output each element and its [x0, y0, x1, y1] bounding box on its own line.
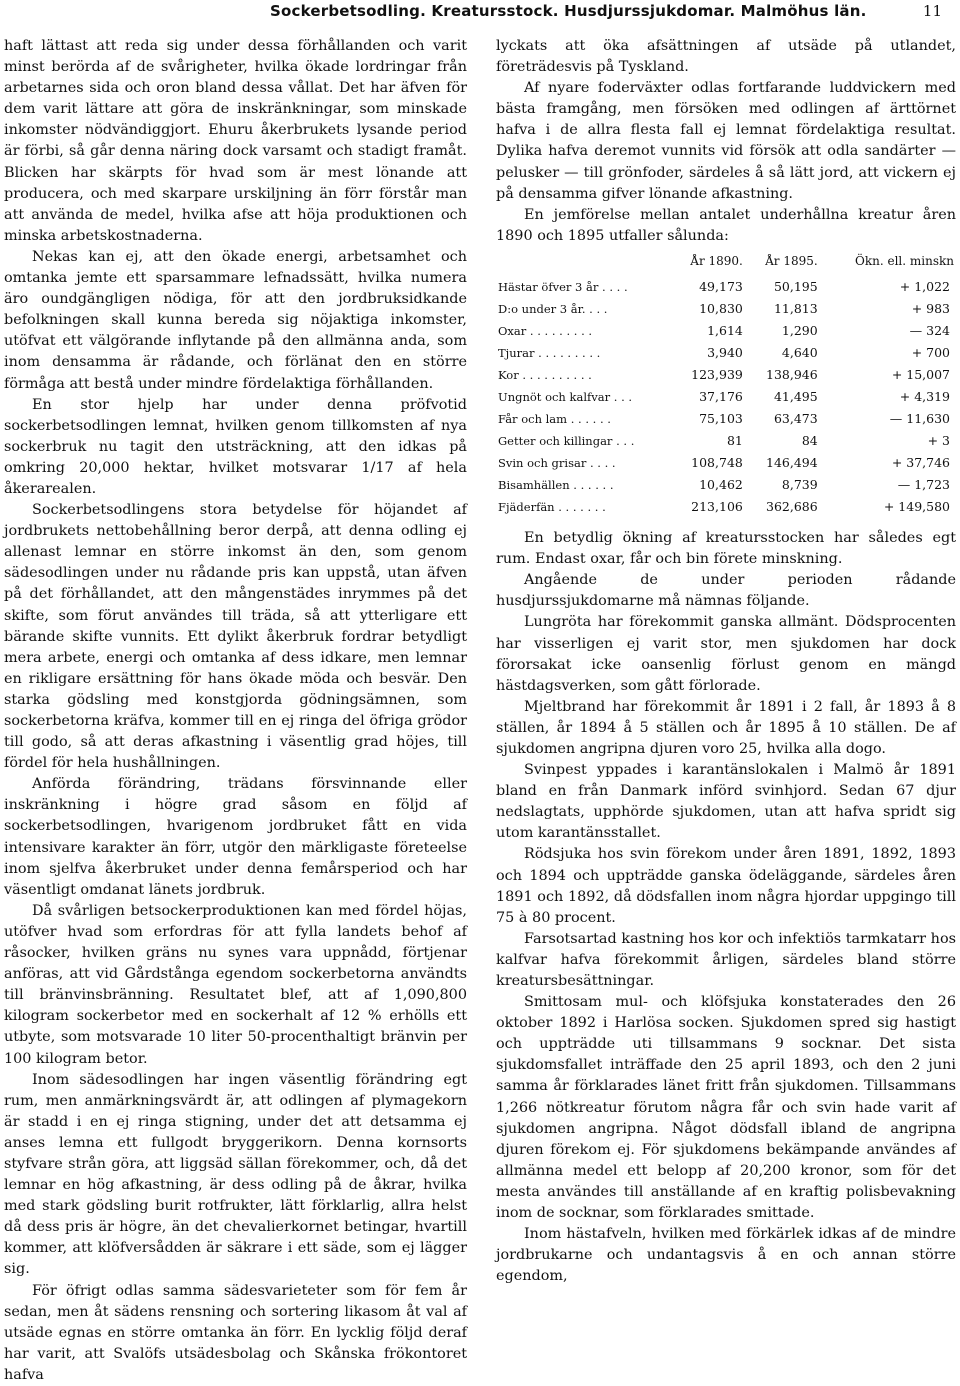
- right-column: [496, 36, 956, 1287]
- value-change: + 3: [927, 433, 950, 449]
- table-row: [496, 298, 956, 320]
- value-1890: 49,173: [699, 279, 743, 295]
- value-change: + 149,580: [883, 499, 950, 515]
- page-number: 11: [922, 2, 942, 20]
- value-1895: 11,813: [773, 301, 818, 317]
- row-label: Hästar öfver 3 år . . . .: [498, 280, 628, 295]
- row-label: Oxar . . . . . . . . .: [498, 324, 593, 339]
- value-change: + 37,746: [891, 455, 950, 471]
- value-1895: 63,473: [773, 411, 818, 427]
- value-1890: 213,106: [691, 499, 743, 515]
- value-1890: 75,103: [699, 411, 743, 427]
- livestock-table: [496, 251, 956, 518]
- table-header-row: [496, 251, 956, 276]
- paragraph: Mjeltbrand har förekommit år 1891 i 2 fall, år 1893 å 8 ställen, år 1894 å 5 ställen och år 1895 å 10 ställen. De af sjukdomen angripna djuren voro 25, hvilka alla dogo.: [496, 698, 956, 757]
- table-row: [496, 276, 956, 298]
- paragraph: Inom hästafveln, hvilken med förkärlek idkas af de mindre jordbrukarne och undantagsvis å en och annan större egendom,: [496, 1226, 956, 1285]
- row-label: Tjurar . . . . . . . . .: [498, 346, 601, 361]
- value-1895: 146,494: [766, 455, 818, 471]
- value-1895: 1,290: [781, 323, 818, 339]
- paragraph: lyckats att öka afsättningen af utsäde på utlandet, företrädesvis på Tyskland.: [496, 38, 956, 76]
- value-1895: 4,640: [781, 345, 818, 361]
- table-row: [496, 320, 956, 342]
- paragraph: En betydlig ökning af kreatursstocken har således egt rum. Endast oxar, får och bin förete minskning.: [496, 530, 956, 568]
- value-1890: 37,176: [699, 389, 743, 405]
- value-change: — 324: [909, 323, 950, 339]
- row-label: Fjäderfän . . . . . . .: [498, 500, 606, 515]
- value-1890: 10,462: [699, 477, 743, 493]
- value-change: + 983: [911, 301, 950, 317]
- value-1890: 10,830: [699, 301, 743, 317]
- paragraph: haft lättast att reda sig under dessa förhållanden och varit minst berörda af de svårigheter, hvilka ökade lordringar från arbetarnes sida och oron bland dessa vållat. Det har äfven för dem varit lättare att göra de inskränkningar, som minskade inkomster nödvändiggjort. Ehuru åkerbrukets lysande period är förbi, så går denna näring dock varsamt och stadigt framåt. Blicken har skärpts för hvad som är mest lönande att producera, och med skarpare urskiljning än förr förstår man att använda de medel, hvilka afse att höja produktionen och minska arbetskostnaderna.: [4, 38, 467, 244]
- value-1895: 362,686: [766, 499, 818, 515]
- paragraph: Angående de under perioden rådande husdjurssjukdomarne må nämnas följande.: [496, 572, 956, 610]
- table-row: [496, 452, 956, 474]
- paragraph: Inom sädesodlingen har ingen väsentlig förändring egt rum, men anmärkningsvärdt är, att odlingen af plymagekorn är stadd i en ej ringa stigning, under det att detsamma ej anses lemna ett fullgodt bryggerikorn. Denna kornsorts styfvare strån göra, att liggsäd sällan förekommer, och, då det lemnar en hög afkastning, är dess odling på de åkrar, hvilka med stark gödsling burit rotfrukter, lätt förklarlig, allra helst då dess pris är högre, än det chevalierkornet betingar, hvartill kommer, att klöfversådden är säkrare i ett säde, som ej lägger sig.: [4, 1071, 467, 1278]
- value-1895: 138,946: [766, 367, 818, 383]
- page-header: [0, 2, 960, 24]
- paragraph: Lungröta har förekommit ganska allmänt. Dödsprocenten har visserligen ej varit stor, men sjukdomen har dock förorsakat icke oansenlig förlust genom en mängd hästdagsverken, som gått förlorade.: [496, 614, 956, 694]
- value-change: — 11,630: [889, 411, 950, 427]
- table-row: [496, 496, 956, 518]
- row-label: Får och lam . . . . . .: [498, 412, 611, 427]
- table-row: [496, 364, 956, 386]
- table-row: [496, 474, 956, 496]
- paragraph: Farsotsartad kastning hos kor och infektiös tarmkatarr hos kalfvar hafva förekommit årligen, särdeles bland större kreatursbesättningar.: [496, 930, 956, 989]
- column-header: År 1895.: [765, 253, 818, 268]
- row-label: Getter och killingar . . .: [498, 434, 635, 449]
- column-header: År 1890.: [690, 253, 743, 268]
- paragraph: Sockerbetsodlingens stora betydelse för höjandet af jordbrukets nettobehållning beror derpå, att denna odling ej allenast lemnar en större inkomst än den, som genom sädesodlingen under nu rådande pris kan uppstå, utan äfven på det förhållandet, att den mångenstädes inrymmes på det skifte, som förut användes till träda, så att ytterligare ett bärande skifte vunnits. Ett dylikt åkerbruk fordrar betydligt mera arbete, energi och omtanka af dess idkare, men lemnar en rikligare ersättning för hans ökade möda och besvär. Den starka gödsling med konstgjorda gödningsämnen, som sockerbetorna kräfva, kommer till en ej ringa del öfriga grödor till godo, så att deras afkastning i väsentlig grad höjes, till fördel för hela hushållningen.: [4, 502, 467, 772]
- paragraph: En jemförelse mellan antalet underhållna kreatur åren 1890 och 1895 utfaller sålunda:: [496, 206, 956, 244]
- paragraph: Anförda förändring, trädans försvinnande eller inskränkning i högre grad såsom en följd af sockerbetsodlingen, hvarigenom jordbruket fått en vida intensivare karakter än förr, utgör den märkligaste företeelse inom sjelfva åkerbruket under denna femårsperiod och har väsentligt omdanat länets jordbruk.: [4, 776, 467, 898]
- row-label: Bisamhällen . . . . . .: [498, 478, 614, 493]
- value-1895: 50,195: [773, 279, 818, 295]
- row-label: Ungnöt och kalfvar . . .: [498, 390, 633, 405]
- value-1895: 8,739: [781, 477, 818, 493]
- value-1890: 123,939: [691, 367, 743, 383]
- paragraph: En stor hjelp har under denna pröfvotid sockerbetsodlingen lemnat, hvilken genom tillkomsten af nya sockerbruk nu tagit den utsträckning, att den idkas på omkring 20,000 hektar, hvilket motsvarar 1/17 af hela åkerarealen.: [4, 396, 467, 497]
- row-label: D:o under 3 år. . . .: [498, 302, 608, 317]
- table-row: [496, 430, 956, 452]
- paragraph: Svinpest yppades i karantänslokalen i Malmö år 1891 bland en från Danmark införd svinhjord. Sedan 67 djur nedslagtats, upphörde sjukdomen, utan att hafva spridt sig utom karantänsstallet.: [496, 762, 956, 842]
- value-change: — 1,723: [897, 477, 950, 493]
- paragraph: För öfrigt odlas samma sädesvarieteter som för fem år sedan, men åt sädens rensning och sortering likasom åt val af utsäde egnas en större omtanka än förr. En lycklig följd deraf har varit, att Svalöfs utsädesbolag och Skånska frökontoret hafva: [4, 1282, 467, 1383]
- value-1890: 108,748: [691, 455, 743, 471]
- table-row: [496, 342, 956, 364]
- left-column: [4, 36, 467, 1386]
- row-label: Kor . . . . . . . . . .: [498, 368, 592, 383]
- paragraph: Af nyare foderväxter odlas fortfarande luddvickern med bästa framgång, men försöken med odlingen af ärttörnet hafva i de allra flesta fall ej lemnat fördelaktiga resultat. Dylika hafva deremot vunnits vid försök att odla sandärter — pelusker — till grönfoder, särdeles å så lätt jord, att vickern ej på densamma gifver lönande afkastning.: [496, 80, 956, 202]
- table-row: [496, 408, 956, 430]
- column-header: Ökn. ell. minskn: [855, 253, 954, 268]
- running-title: Sockerbetsodling. Kreatursstock. Husdjurssjukdomar. Malmöhus län.: [270, 2, 867, 20]
- paragraph: Smittosam mul- och klöfsjuka konstaterades den 26 oktober 1892 i Harlösa socken. Sjukdomen spred sig hastigt och uppträdde uti tillsammans 9 socknar. Det sista sjukdomsfallet inträffade den 25 april 1893, och den 2 juni samma år förklarades länet fritt från sjukdomen. Tillsammans 1,266 nötkreatur förutom några får och svin hade varit af sjukdomen angripna. Något dödsfall ibland de angripna djuren förekom ej. För sjukdomens bekämpande användes af allmänna medel ett belopp af 20,200 kronor, som för det mesta användes till anställande af en kraftig polisbevakning inom de socknar, som förklarades smittade.: [496, 994, 956, 1222]
- row-label: Svin och grisar . . . .: [498, 456, 616, 471]
- value-1890: 81: [726, 433, 743, 449]
- value-change: + 1,022: [899, 279, 950, 295]
- value-change: + 700: [911, 345, 950, 361]
- table-row: [496, 386, 956, 408]
- value-change: + 15,007: [891, 367, 950, 383]
- value-1890: 3,940: [707, 345, 743, 361]
- value-change: + 4,319: [899, 389, 950, 405]
- value-1895: 84: [801, 433, 818, 449]
- paragraph: Rödsjuka hos svin förekom under åren 1891, 1892, 1893 och 1894 och uppträdde ganska ödeläggande, särdeles åren 1891 och 1892, då dödsfallen inom några hjordar uppgingo till 75 à 80 procent.: [496, 846, 956, 926]
- paragraph: Då svårligen betsockerproduktionen kan med fördel höjas, utöfver hvad som erfordras för att fylla landets behof af råsocker, hvilken gräns nu synes vara uppnådd, förtjenar anföras, att vid Gårdstånga egendom sockerbetorna användts till bränvinsbränning. Resultatet blef, att af 1,090,800 kilogram sockerbetor med en sockerhalt af 12 % erhölls ett utbyte, som motsvarade 10 liter 50-procenthaltigt bränvin per 100 kilogram betor.: [4, 902, 467, 1067]
- paragraph: Nekas kan ej, att den ökade energi, arbetsamhet och omtanka jemte ett sparsammare lefnadssätt, hvilka numera äro oundgängligen nödiga, för att den jordbruksidkande befolkningen skall kunna bereda sig nöjaktiga inkomster, utöfvat ett välgörande inflytande på den allmänna anda, som inom densamma är rådande, och förlänat den en större förmåga att bestå under mindre fördelaktiga förhållanden.: [4, 248, 467, 392]
- value-1890: 1,614: [707, 323, 743, 339]
- value-1895: 41,495: [773, 389, 818, 405]
